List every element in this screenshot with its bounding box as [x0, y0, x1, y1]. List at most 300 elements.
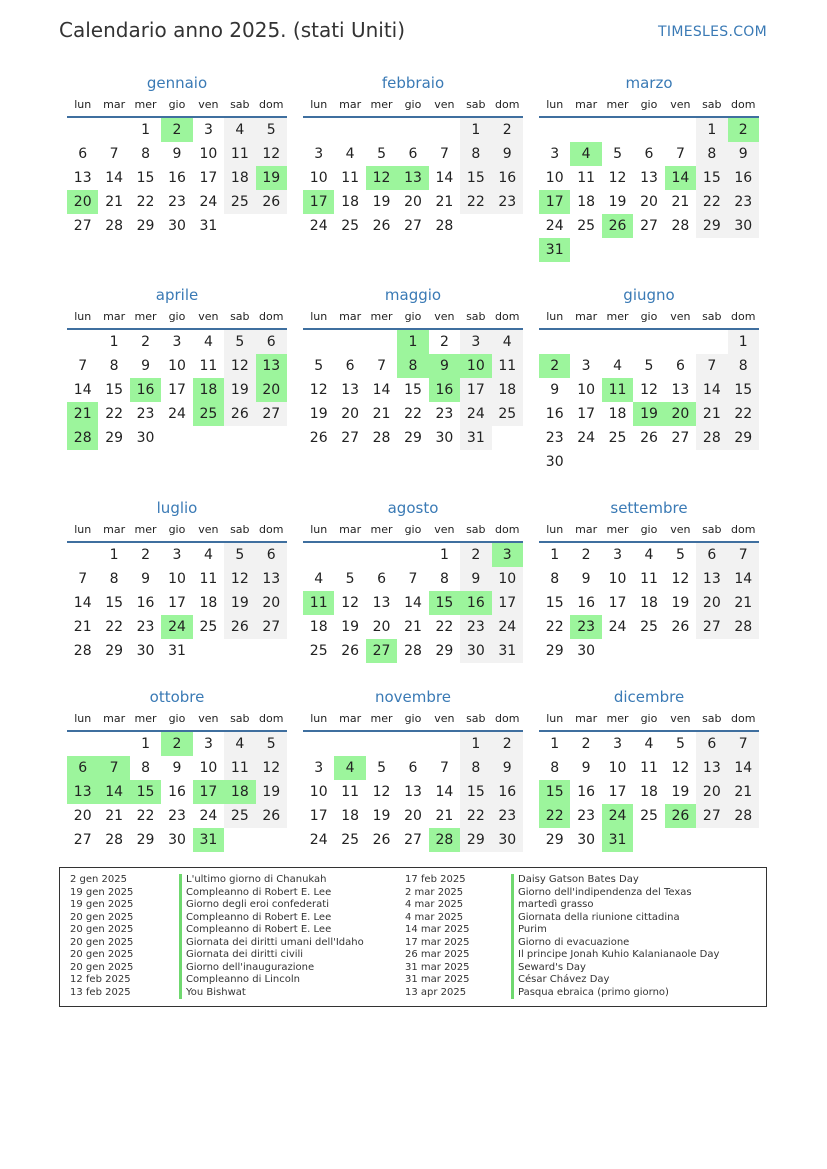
weekday-header [67, 96, 287, 118]
day-grid [67, 543, 287, 663]
empty-cell [397, 118, 428, 142]
empty-cell [334, 330, 365, 354]
weekday-label: dom [731, 310, 756, 323]
day-cell: 13 [671, 382, 690, 398]
day-cell: 8 [728, 354, 759, 378]
day-cell: 14 [435, 784, 454, 800]
day-cell: 22 [404, 406, 422, 422]
day-cell: 28 [105, 218, 124, 234]
day-cell: 6 [345, 358, 355, 374]
day-cell: 24 [545, 218, 564, 234]
day-cell: 13 [256, 567, 287, 591]
day-cell: 28 [404, 643, 422, 659]
day-cell: 25 [341, 218, 360, 234]
day-cell: 28 [728, 615, 759, 639]
day-cell: 19 [372, 808, 391, 824]
legend-holiday-name: Giorno degli eroi confederati [179, 899, 364, 912]
day-cell: 24 [309, 832, 328, 848]
day-cell: 29 [404, 430, 422, 446]
weekday-label: sab [466, 310, 486, 323]
day-cell: 14 [404, 595, 422, 611]
day-cell: 2 [581, 736, 591, 752]
weekday-label: mer [134, 712, 157, 725]
legend-holiday-name: You Bishwat [179, 987, 364, 1000]
day-cell: 27 [256, 402, 287, 426]
weekday-header [67, 308, 287, 330]
day-cell: 10 [309, 784, 328, 800]
legend-names-2 [511, 874, 719, 999]
day-cell: 8 [550, 571, 560, 587]
day-cell: 20 [404, 808, 422, 824]
holiday-day: 18 [224, 780, 255, 804]
day-cell: 3 [172, 334, 182, 350]
day-cell: 1 [460, 732, 491, 756]
day-cell: 4 [224, 118, 255, 142]
day-cell: 26 [309, 430, 328, 446]
empty-cell [98, 118, 129, 142]
legend-holiday-name: Compleanno di Lincoln [179, 974, 364, 987]
day-grid [303, 330, 523, 450]
day-cell: 18 [309, 619, 328, 635]
day-cell: 24 [577, 430, 596, 446]
day-cell: 5 [224, 543, 255, 567]
day-cell: 18 [492, 378, 523, 402]
day-cell: 18 [224, 166, 255, 190]
day-cell: 16 [168, 170, 186, 186]
holiday-day: 22 [539, 804, 570, 828]
day-cell: 5 [256, 118, 287, 142]
day-cell: 11 [224, 756, 255, 780]
month-name: marzo [625, 74, 673, 92]
day-cell: 31 [168, 643, 186, 659]
holiday-day: 7 [98, 756, 129, 780]
day-cell: 6 [408, 760, 418, 776]
legend-date: 2 mar 2025 [405, 886, 464, 898]
month-name: aprile [155, 286, 199, 304]
day-cell: 29 [545, 643, 564, 659]
day-cell: 14 [105, 170, 124, 186]
day-cell: 18 [199, 595, 218, 611]
holiday-day: 12 [366, 166, 397, 190]
day-cell: 17 [309, 808, 328, 824]
empty-cell [633, 118, 664, 142]
legend-date: 13 feb 2025 [70, 986, 131, 998]
holiday-day: 4 [334, 756, 365, 780]
day-cell: 29 [105, 643, 124, 659]
day-cell: 20 [640, 194, 658, 210]
day-cell: 7 [109, 146, 119, 162]
day-cell: 30 [460, 639, 491, 663]
day-cell: 15 [105, 382, 124, 398]
holiday-day: 26 [602, 214, 633, 238]
weekday-label: mer [370, 310, 393, 323]
day-cell: 1 [439, 547, 449, 563]
day-cell: 24 [199, 808, 218, 824]
day-cell: 2 [581, 547, 591, 563]
day-cell: 22 [728, 402, 759, 426]
day-cell: 12 [309, 382, 328, 398]
day-cell: 23 [168, 808, 186, 824]
legend-date: 31 mar 2025 [405, 961, 470, 973]
day-cell: 11 [640, 571, 658, 587]
day-cell: 11 [341, 784, 360, 800]
day-cell: 16 [492, 166, 523, 190]
weekday-label: sab [466, 712, 486, 725]
day-cell: 30 [168, 832, 186, 848]
weekday-label: gio [168, 310, 186, 323]
day-cell: 7 [439, 760, 449, 776]
day-cell: 30 [168, 218, 186, 234]
legend-holiday-name: Giorno dell'inaugurazione [179, 962, 364, 975]
legend-date: 19 gen 2025 [70, 886, 134, 898]
day-cell: 21 [372, 406, 391, 422]
day-cell: 15 [460, 780, 491, 804]
day-cell: 24 [199, 194, 218, 210]
day-cell: 20 [372, 619, 391, 635]
day-cell: 23 [136, 619, 155, 635]
legend-date: 13 apr 2025 [405, 986, 467, 998]
day-cell: 12 [224, 354, 255, 378]
day-cell: 22 [435, 619, 454, 635]
weekday-label: dom [495, 310, 520, 323]
legend-date: 4 mar 2025 [405, 911, 464, 923]
legend-date: 26 mar 2025 [405, 949, 470, 960]
day-cell: 10 [199, 146, 218, 162]
holiday-day: 2 [161, 118, 192, 142]
day-cell: 19 [224, 591, 255, 615]
day-cell: 15 [105, 595, 124, 611]
day-cell: 9 [172, 146, 182, 162]
day-cell: 29 [460, 828, 491, 852]
day-cell: 9 [141, 571, 151, 587]
day-cell: 11 [577, 170, 596, 186]
day-cell: 19 [671, 784, 690, 800]
empty-cell [602, 118, 633, 142]
day-cell: 26 [671, 619, 690, 635]
day-cell: 5 [345, 571, 355, 587]
legend-holiday-name: Pasqua ebraica (primo giorno) [511, 987, 719, 1000]
day-cell: 20 [256, 591, 287, 615]
empty-cell [366, 543, 397, 567]
weekday-label: lun [310, 310, 328, 323]
day-cell: 7 [78, 571, 88, 587]
day-cell: 22 [105, 406, 124, 422]
month-dicembre [539, 684, 759, 852]
day-grid [67, 118, 287, 238]
empty-cell [665, 118, 696, 142]
legend-date: 20 gen 2025 [70, 949, 134, 960]
weekday-label: gio [404, 310, 422, 323]
day-cell: 25 [224, 190, 255, 214]
holiday-day: 26 [665, 804, 696, 828]
day-cell: 16 [545, 406, 564, 422]
day-cell: 17 [168, 382, 186, 398]
day-cell: 9 [492, 756, 523, 780]
day-cell: 4 [613, 358, 623, 374]
holiday-day: 15 [429, 591, 460, 615]
holiday-day: 16 [130, 378, 161, 402]
empty-cell [397, 732, 428, 756]
legend-date: 20 gen 2025 [70, 961, 134, 973]
month-name: ottobre [149, 688, 205, 706]
holiday-day: 27 [366, 639, 397, 663]
legend-holiday-name: Seward's Day [511, 962, 719, 975]
month-maggio [303, 282, 523, 450]
month-name: febbraio [381, 74, 445, 92]
day-cell: 21 [105, 808, 124, 824]
legend-holiday-name: Daisy Gatson Bates Day [511, 874, 719, 887]
day-cell: 7 [408, 571, 418, 587]
empty-cell [633, 330, 664, 354]
day-cell: 6 [377, 571, 387, 587]
day-cell: 17 [577, 406, 596, 422]
legend-date: 17 mar 2025 [405, 936, 470, 948]
holiday-day: 25 [193, 402, 224, 426]
weekday-label: ven [434, 523, 455, 536]
weekday-label: gio [404, 523, 422, 536]
day-cell: 30 [435, 430, 454, 446]
empty-cell [429, 732, 460, 756]
holiday-day: 23 [570, 615, 601, 639]
month-name: dicembre [613, 688, 685, 706]
day-cell: 10 [545, 170, 564, 186]
holiday-day: 24 [161, 615, 192, 639]
weekday-label: lun [74, 98, 92, 111]
empty-cell [67, 732, 98, 756]
day-cell: 26 [256, 190, 287, 214]
day-cell: 4 [492, 330, 523, 354]
weekday-label: lun [310, 98, 328, 111]
day-cell: 25 [224, 804, 255, 828]
empty-cell [366, 732, 397, 756]
day-cell: 12 [671, 760, 690, 776]
day-cell: 17 [460, 378, 491, 402]
weekday-label: ven [670, 310, 691, 323]
holiday-day: 11 [303, 591, 334, 615]
day-cell: 13 [73, 170, 92, 186]
day-cell: 3 [314, 146, 324, 162]
day-cell: 7 [78, 358, 88, 374]
weekday-label: lun [546, 98, 564, 111]
day-cell: 11 [341, 170, 360, 186]
day-cell: 4 [644, 547, 654, 563]
month-name: novembre [375, 688, 451, 706]
day-cell: 19 [372, 194, 391, 210]
day-cell: 23 [136, 406, 155, 422]
holiday-day: 20 [256, 378, 287, 402]
weekday-label: dom [495, 712, 520, 725]
holiday-day: 16 [429, 378, 460, 402]
day-cell: 26 [224, 615, 255, 639]
weekday-label: gio [404, 712, 422, 725]
legend-holiday-name: Giorno dell'indipendenza del Texas [511, 887, 719, 900]
legend-holiday-name: Il principe Jonah Kuhio Kalanianaole Day [511, 949, 719, 962]
day-cell: 14 [728, 756, 759, 780]
weekday-label: dom [495, 523, 520, 536]
day-cell: 18 [640, 784, 658, 800]
weekday-label: ven [434, 98, 455, 111]
day-cell: 1 [109, 547, 119, 563]
day-cell: 22 [136, 808, 155, 824]
empty-cell [366, 330, 397, 354]
day-cell: 5 [377, 760, 387, 776]
day-cell: 31 [199, 218, 218, 234]
day-cell: 26 [372, 218, 391, 234]
day-cell: 3 [460, 330, 491, 354]
day-cell: 21 [696, 402, 727, 426]
day-cell: 18 [577, 194, 596, 210]
weekday-label: mer [606, 310, 629, 323]
day-cell: 17 [608, 595, 627, 611]
day-cell: 2 [492, 732, 523, 756]
weekday-label: lun [546, 712, 564, 725]
day-cell: 20 [696, 780, 727, 804]
weekday-label: mer [134, 98, 157, 111]
day-cell: 20 [73, 808, 92, 824]
day-cell: 4 [644, 736, 654, 752]
day-cell: 5 [314, 358, 324, 374]
day-cell: 27 [404, 832, 422, 848]
weekday-label: gio [640, 310, 658, 323]
month-name: settembre [610, 499, 688, 517]
weekday-header [539, 96, 759, 118]
month-novembre [303, 684, 523, 852]
legend-date: 20 gen 2025 [70, 936, 134, 948]
month-febbraio [303, 70, 523, 238]
weekday-label: mar [103, 712, 126, 725]
day-cell: 19 [224, 378, 255, 402]
weekday-label: sab [702, 523, 722, 536]
day-cell: 25 [640, 619, 658, 635]
holiday-legend [59, 867, 767, 1007]
day-cell: 14 [435, 170, 454, 186]
day-cell: 11 [492, 354, 523, 378]
day-cell: 3 [613, 736, 623, 752]
weekday-label: lun [74, 523, 92, 536]
day-cell: 17 [168, 595, 186, 611]
day-cell: 24 [492, 615, 523, 639]
day-cell: 8 [109, 571, 119, 587]
day-cell: 28 [372, 430, 391, 446]
calendar-year [67, 70, 760, 860]
day-cell: 6 [408, 146, 418, 162]
day-cell: 28 [105, 832, 124, 848]
day-cell: 4 [203, 547, 213, 563]
day-cell: 30 [136, 643, 155, 659]
empty-cell [334, 732, 365, 756]
holiday-day: 31 [539, 238, 570, 262]
day-cell: 12 [256, 142, 287, 166]
weekday-header [67, 521, 287, 543]
holiday-day: 13 [67, 780, 98, 804]
day-cell: 9 [550, 382, 560, 398]
day-cell: 3 [613, 547, 623, 563]
legend-date: 14 mar 2025 [405, 924, 470, 935]
empty-cell [303, 543, 334, 567]
day-cell: 26 [256, 804, 287, 828]
day-grid [67, 330, 287, 450]
day-cell: 9 [172, 760, 182, 776]
day-cell: 1 [550, 736, 560, 752]
holiday-day: 28 [67, 426, 98, 450]
brand-link[interactable]: TIMESLES.COM [658, 24, 767, 40]
day-cell: 12 [224, 567, 255, 591]
day-cell: 31 [460, 426, 491, 450]
day-cell: 6 [696, 732, 727, 756]
day-cell: 5 [377, 146, 387, 162]
empty-cell [397, 543, 428, 567]
holiday-day: 18 [193, 378, 224, 402]
day-grid [539, 543, 759, 663]
day-cell: 6 [78, 146, 88, 162]
day-cell: 14 [372, 382, 391, 398]
day-cell: 21 [105, 194, 124, 210]
day-cell: 11 [199, 571, 218, 587]
day-cell: 9 [492, 142, 523, 166]
holiday-day: 11 [602, 378, 633, 402]
day-cell: 16 [492, 780, 523, 804]
legend-holiday-name: Giornata dei diritti civili [179, 949, 364, 962]
weekday-label: mer [606, 712, 629, 725]
weekday-label: mar [575, 523, 598, 536]
day-cell: 25 [309, 643, 328, 659]
legend-date: 12 feb 2025 [70, 974, 131, 985]
day-cell: 22 [460, 804, 491, 828]
day-cell: 12 [372, 784, 391, 800]
empty-cell [429, 118, 460, 142]
day-cell: 2 [141, 334, 151, 350]
day-cell: 19 [256, 780, 287, 804]
weekday-label: mer [370, 712, 393, 725]
weekday-label: sab [702, 310, 722, 323]
day-cell: 10 [608, 571, 627, 587]
weekday-label: ven [670, 712, 691, 725]
day-cell: 9 [581, 571, 591, 587]
weekday-label: mar [339, 712, 362, 725]
day-cell: 2 [439, 334, 449, 350]
weekday-label: gio [404, 98, 422, 111]
weekday-label: gio [640, 98, 658, 111]
legend-date: 20 gen 2025 [70, 911, 134, 923]
empty-cell [366, 118, 397, 142]
weekday-label: lun [310, 523, 328, 536]
day-cell: 29 [136, 832, 155, 848]
day-cell: 27 [73, 218, 92, 234]
day-grid [539, 118, 759, 262]
day-cell: 9 [460, 567, 491, 591]
day-cell: 25 [492, 402, 523, 426]
weekday-header [303, 710, 523, 732]
day-cell: 8 [550, 760, 560, 776]
day-cell: 15 [404, 382, 422, 398]
day-cell: 12 [608, 170, 627, 186]
day-cell: 8 [439, 571, 449, 587]
day-cell: 24 [608, 619, 627, 635]
day-cell: 13 [640, 170, 658, 186]
day-cell: 28 [728, 804, 759, 828]
weekday-label: ven [198, 712, 219, 725]
weekday-label: sab [702, 712, 722, 725]
day-grid [303, 732, 523, 852]
day-cell: 16 [577, 784, 596, 800]
legend-date: 4 mar 2025 [405, 899, 464, 910]
day-cell: 2 [460, 543, 491, 567]
weekday-label: ven [434, 712, 455, 725]
day-cell: 4 [203, 334, 213, 350]
empty-cell [98, 732, 129, 756]
day-cell: 28 [73, 643, 92, 659]
month-name: agosto [387, 499, 439, 517]
